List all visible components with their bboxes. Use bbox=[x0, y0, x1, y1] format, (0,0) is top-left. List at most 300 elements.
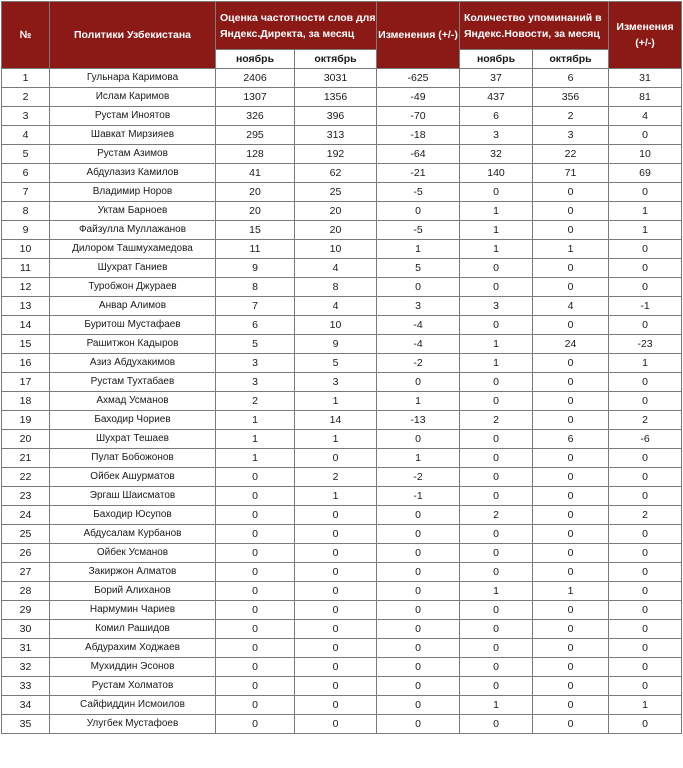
cell-direct-october: 14 bbox=[295, 411, 377, 430]
cell-direct-change: 0 bbox=[377, 582, 460, 601]
cell-news-change: 0 bbox=[609, 563, 682, 582]
cell-news-change: 0 bbox=[609, 544, 682, 563]
cell-news-november: 437 bbox=[460, 88, 533, 107]
cell-news-november: 2 bbox=[460, 506, 533, 525]
cell-politician-name: Ойбек Усманов bbox=[50, 544, 216, 563]
cell-number: 12 bbox=[2, 278, 50, 297]
table-row bbox=[2, 316, 682, 335]
cell-news-october: 0 bbox=[533, 449, 609, 468]
cell-news-change: 10 bbox=[609, 145, 682, 164]
cell-news-change: 0 bbox=[609, 468, 682, 487]
cell-news-change: 2 bbox=[609, 506, 682, 525]
cell-news-october: 0 bbox=[533, 373, 609, 392]
cell-number: 17 bbox=[2, 373, 50, 392]
cell-news-change: 0 bbox=[609, 525, 682, 544]
cell-direct-change: 0 bbox=[377, 620, 460, 639]
cell-direct-november: 1307 bbox=[216, 88, 295, 107]
cell-news-november: 0 bbox=[460, 449, 533, 468]
cell-news-change: 0 bbox=[609, 259, 682, 278]
cell-news-change: 1 bbox=[609, 202, 682, 221]
cell-direct-change: -18 bbox=[377, 126, 460, 145]
cell-number: 16 bbox=[2, 354, 50, 373]
cell-direct-change: -4 bbox=[377, 316, 460, 335]
cell-direct-november: 0 bbox=[216, 563, 295, 582]
cell-direct-november: 0 bbox=[216, 601, 295, 620]
cell-direct-november: 8 bbox=[216, 278, 295, 297]
cell-news-november: 37 bbox=[460, 69, 533, 88]
table-row bbox=[2, 297, 682, 316]
table-row bbox=[2, 430, 682, 449]
cell-news-november: 2 bbox=[460, 411, 533, 430]
cell-direct-october: 0 bbox=[295, 715, 377, 734]
cell-direct-november: 0 bbox=[216, 639, 295, 658]
cell-number: 19 bbox=[2, 411, 50, 430]
cell-politician-name: Борий Алиханов bbox=[50, 582, 216, 601]
cell-politician-name: Шухрат Ганиев bbox=[50, 259, 216, 278]
cell-news-change: 0 bbox=[609, 240, 682, 259]
cell-news-change: -23 bbox=[609, 335, 682, 354]
cell-number: 20 bbox=[2, 430, 50, 449]
cell-number: 3 bbox=[2, 107, 50, 126]
table-row bbox=[2, 335, 682, 354]
table-row bbox=[2, 468, 682, 487]
table-row bbox=[2, 563, 682, 582]
cell-news-november: 1 bbox=[460, 582, 533, 601]
cell-number: 10 bbox=[2, 240, 50, 259]
subheader-direct-november: ноябрь bbox=[216, 50, 295, 69]
cell-politician-name: Абдусалам Курбанов bbox=[50, 525, 216, 544]
cell-number: 11 bbox=[2, 259, 50, 278]
cell-number: 33 bbox=[2, 677, 50, 696]
politicians-ranking-table bbox=[1, 1, 682, 734]
cell-news-october: 1 bbox=[533, 240, 609, 259]
cell-direct-change: 0 bbox=[377, 677, 460, 696]
table-row bbox=[2, 582, 682, 601]
table-row bbox=[2, 88, 682, 107]
cell-direct-change: 0 bbox=[377, 639, 460, 658]
table-row bbox=[2, 373, 682, 392]
cell-politician-name: Ислам Каримов bbox=[50, 88, 216, 107]
cell-news-change: 0 bbox=[609, 487, 682, 506]
cell-politician-name: Владимир Норов bbox=[50, 183, 216, 202]
cell-news-october: 3 bbox=[533, 126, 609, 145]
table-row bbox=[2, 240, 682, 259]
cell-direct-october: 313 bbox=[295, 126, 377, 145]
cell-direct-november: 0 bbox=[216, 525, 295, 544]
cell-news-change: 0 bbox=[609, 658, 682, 677]
cell-politician-name: Рустам Холматов bbox=[50, 677, 216, 696]
cell-direct-november: 20 bbox=[216, 183, 295, 202]
table-row bbox=[2, 601, 682, 620]
cell-news-october: 0 bbox=[533, 221, 609, 240]
cell-number: 2 bbox=[2, 88, 50, 107]
cell-direct-change: 0 bbox=[377, 658, 460, 677]
cell-direct-october: 0 bbox=[295, 696, 377, 715]
cell-direct-november: 326 bbox=[216, 107, 295, 126]
table-row bbox=[2, 544, 682, 563]
cell-direct-november: 0 bbox=[216, 620, 295, 639]
cell-direct-november: 6 bbox=[216, 316, 295, 335]
cell-news-october: 71 bbox=[533, 164, 609, 183]
cell-number: 30 bbox=[2, 620, 50, 639]
cell-direct-change: -64 bbox=[377, 145, 460, 164]
cell-news-november: 0 bbox=[460, 544, 533, 563]
cell-news-november: 3 bbox=[460, 297, 533, 316]
cell-news-change: 0 bbox=[609, 449, 682, 468]
cell-news-change: 0 bbox=[609, 582, 682, 601]
column-header-direct: Оценка частотности слов для Яндекс.Директа, за месяц bbox=[216, 2, 377, 50]
table-row bbox=[2, 658, 682, 677]
cell-news-november: 0 bbox=[460, 525, 533, 544]
cell-direct-november: 15 bbox=[216, 221, 295, 240]
cell-direct-change: -5 bbox=[377, 221, 460, 240]
cell-number: 26 bbox=[2, 544, 50, 563]
cell-news-october: 0 bbox=[533, 677, 609, 696]
cell-number: 7 bbox=[2, 183, 50, 202]
cell-number: 23 bbox=[2, 487, 50, 506]
table-body bbox=[2, 69, 682, 734]
cell-news-october: 4 bbox=[533, 297, 609, 316]
cell-news-change: 1 bbox=[609, 354, 682, 373]
cell-direct-change: 0 bbox=[377, 506, 460, 525]
cell-news-october: 0 bbox=[533, 525, 609, 544]
cell-direct-change: 1 bbox=[377, 240, 460, 259]
cell-number: 21 bbox=[2, 449, 50, 468]
cell-direct-october: 0 bbox=[295, 620, 377, 639]
cell-news-october: 0 bbox=[533, 658, 609, 677]
cell-direct-change: 0 bbox=[377, 715, 460, 734]
cell-direct-november: 11 bbox=[216, 240, 295, 259]
cell-news-november: 1 bbox=[460, 240, 533, 259]
cell-news-change: 69 bbox=[609, 164, 682, 183]
table-row bbox=[2, 164, 682, 183]
cell-direct-november: 2 bbox=[216, 392, 295, 411]
cell-news-november: 1 bbox=[460, 202, 533, 221]
cell-news-change: 31 bbox=[609, 69, 682, 88]
cell-direct-october: 3031 bbox=[295, 69, 377, 88]
cell-politician-name: Закиржон Алматов bbox=[50, 563, 216, 582]
cell-news-october: 0 bbox=[533, 354, 609, 373]
cell-direct-november: 20 bbox=[216, 202, 295, 221]
cell-news-october: 2 bbox=[533, 107, 609, 126]
cell-direct-november: 0 bbox=[216, 487, 295, 506]
cell-news-change: 2 bbox=[609, 411, 682, 430]
cell-politician-name: Ахмад Усманов bbox=[50, 392, 216, 411]
cell-politician-name: Азиз Абдухакимов bbox=[50, 354, 216, 373]
cell-news-october: 6 bbox=[533, 69, 609, 88]
cell-direct-october: 10 bbox=[295, 240, 377, 259]
cell-direct-october: 0 bbox=[295, 658, 377, 677]
cell-news-october: 0 bbox=[533, 506, 609, 525]
table-row bbox=[2, 696, 682, 715]
cell-number: 8 bbox=[2, 202, 50, 221]
cell-number: 31 bbox=[2, 639, 50, 658]
cell-news-change: 0 bbox=[609, 620, 682, 639]
cell-direct-november: 41 bbox=[216, 164, 295, 183]
cell-news-change: 0 bbox=[609, 373, 682, 392]
cell-news-october: 0 bbox=[533, 259, 609, 278]
cell-news-change: 0 bbox=[609, 126, 682, 145]
cell-number: 14 bbox=[2, 316, 50, 335]
cell-direct-october: 9 bbox=[295, 335, 377, 354]
cell-news-october: 6 bbox=[533, 430, 609, 449]
table-row bbox=[2, 107, 682, 126]
cell-news-november: 32 bbox=[460, 145, 533, 164]
cell-news-november: 0 bbox=[460, 658, 533, 677]
cell-politician-name: Рустам Тухтабаев bbox=[50, 373, 216, 392]
cell-news-october: 0 bbox=[533, 411, 609, 430]
cell-direct-october: 25 bbox=[295, 183, 377, 202]
cell-number: 25 bbox=[2, 525, 50, 544]
cell-politician-name: Комил Рашидов bbox=[50, 620, 216, 639]
cell-direct-november: 5 bbox=[216, 335, 295, 354]
cell-direct-october: 396 bbox=[295, 107, 377, 126]
cell-politician-name: Шавкат Мирзияев bbox=[50, 126, 216, 145]
cell-direct-change: -21 bbox=[377, 164, 460, 183]
cell-direct-october: 8 bbox=[295, 278, 377, 297]
cell-politician-name: Рустам Иноятов bbox=[50, 107, 216, 126]
cell-direct-change: 0 bbox=[377, 202, 460, 221]
cell-news-october: 0 bbox=[533, 278, 609, 297]
cell-news-november: 0 bbox=[460, 601, 533, 620]
cell-news-november: 0 bbox=[460, 430, 533, 449]
cell-politician-name: Ойбек Ашурматов bbox=[50, 468, 216, 487]
cell-news-november: 0 bbox=[460, 392, 533, 411]
cell-politician-name: Мухиддин Эсонов bbox=[50, 658, 216, 677]
header-row bbox=[2, 2, 682, 50]
cell-news-november: 140 bbox=[460, 164, 533, 183]
cell-news-change: 1 bbox=[609, 221, 682, 240]
cell-politician-name: Сайфиддин Исмоилов bbox=[50, 696, 216, 715]
cell-news-november: 0 bbox=[460, 563, 533, 582]
cell-direct-november: 0 bbox=[216, 468, 295, 487]
column-header-change-direct: Изменения (+/-) bbox=[377, 2, 460, 69]
cell-direct-change: 0 bbox=[377, 601, 460, 620]
cell-direct-october: 1 bbox=[295, 392, 377, 411]
cell-news-change: 0 bbox=[609, 715, 682, 734]
cell-direct-change: -2 bbox=[377, 468, 460, 487]
table-row bbox=[2, 202, 682, 221]
table-row bbox=[2, 392, 682, 411]
cell-news-november: 6 bbox=[460, 107, 533, 126]
cell-news-november: 3 bbox=[460, 126, 533, 145]
cell-direct-november: 0 bbox=[216, 658, 295, 677]
cell-politician-name: Дилором Ташмухамедова bbox=[50, 240, 216, 259]
cell-direct-october: 3 bbox=[295, 373, 377, 392]
cell-direct-change: -625 bbox=[377, 69, 460, 88]
cell-number: 18 bbox=[2, 392, 50, 411]
table-row bbox=[2, 183, 682, 202]
cell-news-november: 1 bbox=[460, 354, 533, 373]
cell-direct-change: -4 bbox=[377, 335, 460, 354]
cell-direct-october: 0 bbox=[295, 525, 377, 544]
cell-direct-october: 0 bbox=[295, 563, 377, 582]
cell-direct-november: 0 bbox=[216, 506, 295, 525]
cell-news-october: 0 bbox=[533, 563, 609, 582]
cell-news-october: 0 bbox=[533, 316, 609, 335]
column-header-politicians: Политики Узбекистана bbox=[50, 2, 216, 69]
cell-news-change: 0 bbox=[609, 639, 682, 658]
cell-direct-november: 0 bbox=[216, 696, 295, 715]
cell-direct-october: 20 bbox=[295, 221, 377, 240]
cell-news-november: 0 bbox=[460, 487, 533, 506]
cell-number: 22 bbox=[2, 468, 50, 487]
cell-direct-november: 1 bbox=[216, 449, 295, 468]
cell-direct-november: 3 bbox=[216, 354, 295, 373]
cell-news-october: 0 bbox=[533, 639, 609, 658]
cell-politician-name: Пулат Бобожонов bbox=[50, 449, 216, 468]
cell-direct-change: -5 bbox=[377, 183, 460, 202]
cell-news-change: 0 bbox=[609, 392, 682, 411]
cell-direct-october: 10 bbox=[295, 316, 377, 335]
cell-number: 27 bbox=[2, 563, 50, 582]
cell-politician-name: Баходир Чориев bbox=[50, 411, 216, 430]
cell-direct-october: 4 bbox=[295, 297, 377, 316]
cell-direct-change: 1 bbox=[377, 392, 460, 411]
cell-news-november: 1 bbox=[460, 221, 533, 240]
cell-direct-october: 0 bbox=[295, 544, 377, 563]
cell-direct-change: 0 bbox=[377, 430, 460, 449]
cell-direct-change: -49 bbox=[377, 88, 460, 107]
cell-direct-october: 0 bbox=[295, 582, 377, 601]
column-header-number: № bbox=[2, 2, 50, 69]
cell-politician-name: Абдурахим Ходжаев bbox=[50, 639, 216, 658]
cell-direct-october: 2 bbox=[295, 468, 377, 487]
cell-news-october: 0 bbox=[533, 183, 609, 202]
cell-news-change: 0 bbox=[609, 278, 682, 297]
table-row bbox=[2, 677, 682, 696]
table-row bbox=[2, 506, 682, 525]
cell-direct-november: 9 bbox=[216, 259, 295, 278]
cell-politician-name: Файзулла Муллажанов bbox=[50, 221, 216, 240]
cell-number: 9 bbox=[2, 221, 50, 240]
cell-direct-october: 0 bbox=[295, 506, 377, 525]
cell-news-november: 0 bbox=[460, 183, 533, 202]
cell-direct-change: 0 bbox=[377, 563, 460, 582]
cell-direct-october: 0 bbox=[295, 449, 377, 468]
cell-politician-name: Улугбек Мустафоев bbox=[50, 715, 216, 734]
cell-politician-name: Абдулазиз Камилов bbox=[50, 164, 216, 183]
cell-direct-change: 0 bbox=[377, 278, 460, 297]
cell-direct-change: 0 bbox=[377, 544, 460, 563]
cell-number: 35 bbox=[2, 715, 50, 734]
cell-direct-change: 0 bbox=[377, 696, 460, 715]
subheader-direct-october: октябрь bbox=[295, 50, 377, 69]
cell-direct-october: 5 bbox=[295, 354, 377, 373]
table-row bbox=[2, 278, 682, 297]
cell-direct-october: 4 bbox=[295, 259, 377, 278]
cell-politician-name: Баходир Юсупов bbox=[50, 506, 216, 525]
cell-direct-october: 0 bbox=[295, 677, 377, 696]
cell-direct-november: 0 bbox=[216, 582, 295, 601]
cell-direct-november: 1 bbox=[216, 430, 295, 449]
cell-number: 32 bbox=[2, 658, 50, 677]
table-row bbox=[2, 221, 682, 240]
cell-news-november: 0 bbox=[460, 639, 533, 658]
cell-number: 15 bbox=[2, 335, 50, 354]
cell-news-october: 0 bbox=[533, 392, 609, 411]
cell-news-november: 0 bbox=[460, 316, 533, 335]
cell-politician-name: Нармумин Чариев bbox=[50, 601, 216, 620]
cell-direct-november: 0 bbox=[216, 677, 295, 696]
cell-news-change: 0 bbox=[609, 183, 682, 202]
cell-direct-october: 62 bbox=[295, 164, 377, 183]
cell-number: 1 bbox=[2, 69, 50, 88]
cell-direct-change: 0 bbox=[377, 525, 460, 544]
cell-number: 29 bbox=[2, 601, 50, 620]
cell-direct-november: 3 bbox=[216, 373, 295, 392]
cell-news-november: 0 bbox=[460, 373, 533, 392]
cell-news-change: 4 bbox=[609, 107, 682, 126]
cell-news-november: 0 bbox=[460, 278, 533, 297]
cell-news-change: -1 bbox=[609, 297, 682, 316]
cell-news-october: 22 bbox=[533, 145, 609, 164]
table-row bbox=[2, 126, 682, 145]
cell-direct-november: 0 bbox=[216, 715, 295, 734]
cell-politician-name: Уктам Барноев bbox=[50, 202, 216, 221]
cell-news-change: 81 bbox=[609, 88, 682, 107]
cell-number: 4 bbox=[2, 126, 50, 145]
cell-news-november: 0 bbox=[460, 468, 533, 487]
table-row bbox=[2, 145, 682, 164]
cell-direct-october: 1 bbox=[295, 487, 377, 506]
cell-news-change: 0 bbox=[609, 601, 682, 620]
cell-direct-november: 0 bbox=[216, 544, 295, 563]
cell-news-october: 0 bbox=[533, 696, 609, 715]
cell-news-october: 0 bbox=[533, 715, 609, 734]
subheader-news-october: октябрь bbox=[533, 50, 609, 69]
cell-number: 28 bbox=[2, 582, 50, 601]
cell-direct-october: 0 bbox=[295, 601, 377, 620]
cell-direct-october: 1356 bbox=[295, 88, 377, 107]
table-row bbox=[2, 354, 682, 373]
cell-politician-name: Шухрат Тешаев bbox=[50, 430, 216, 449]
cell-news-october: 0 bbox=[533, 487, 609, 506]
cell-direct-october: 1 bbox=[295, 430, 377, 449]
column-header-news: Количество упоминаний в Яндекс.Новости, за месяц bbox=[460, 2, 609, 50]
table-row bbox=[2, 411, 682, 430]
cell-direct-november: 2406 bbox=[216, 69, 295, 88]
table-row bbox=[2, 525, 682, 544]
cell-news-october: 0 bbox=[533, 468, 609, 487]
cell-direct-october: 20 bbox=[295, 202, 377, 221]
table-row bbox=[2, 620, 682, 639]
cell-politician-name: Рустам Азимов bbox=[50, 145, 216, 164]
cell-number: 34 bbox=[2, 696, 50, 715]
cell-direct-change: -1 bbox=[377, 487, 460, 506]
cell-direct-november: 7 bbox=[216, 297, 295, 316]
cell-number: 24 bbox=[2, 506, 50, 525]
subheader-news-november: ноябрь bbox=[460, 50, 533, 69]
cell-number: 6 bbox=[2, 164, 50, 183]
cell-direct-change: 5 bbox=[377, 259, 460, 278]
cell-news-october: 356 bbox=[533, 88, 609, 107]
cell-direct-change: -2 bbox=[377, 354, 460, 373]
cell-news-november: 1 bbox=[460, 335, 533, 354]
cell-politician-name: Эргаш Шаисматов bbox=[50, 487, 216, 506]
cell-politician-name: Гульнара Каримова bbox=[50, 69, 216, 88]
cell-news-change: 1 bbox=[609, 696, 682, 715]
cell-direct-change: -13 bbox=[377, 411, 460, 430]
ranking-table-container bbox=[1, 1, 681, 734]
cell-direct-november: 1 bbox=[216, 411, 295, 430]
cell-news-change: 0 bbox=[609, 316, 682, 335]
cell-news-october: 0 bbox=[533, 620, 609, 639]
cell-news-november: 0 bbox=[460, 677, 533, 696]
cell-politician-name: Анвар Алимов bbox=[50, 297, 216, 316]
cell-news-october: 1 bbox=[533, 582, 609, 601]
table-row bbox=[2, 259, 682, 278]
